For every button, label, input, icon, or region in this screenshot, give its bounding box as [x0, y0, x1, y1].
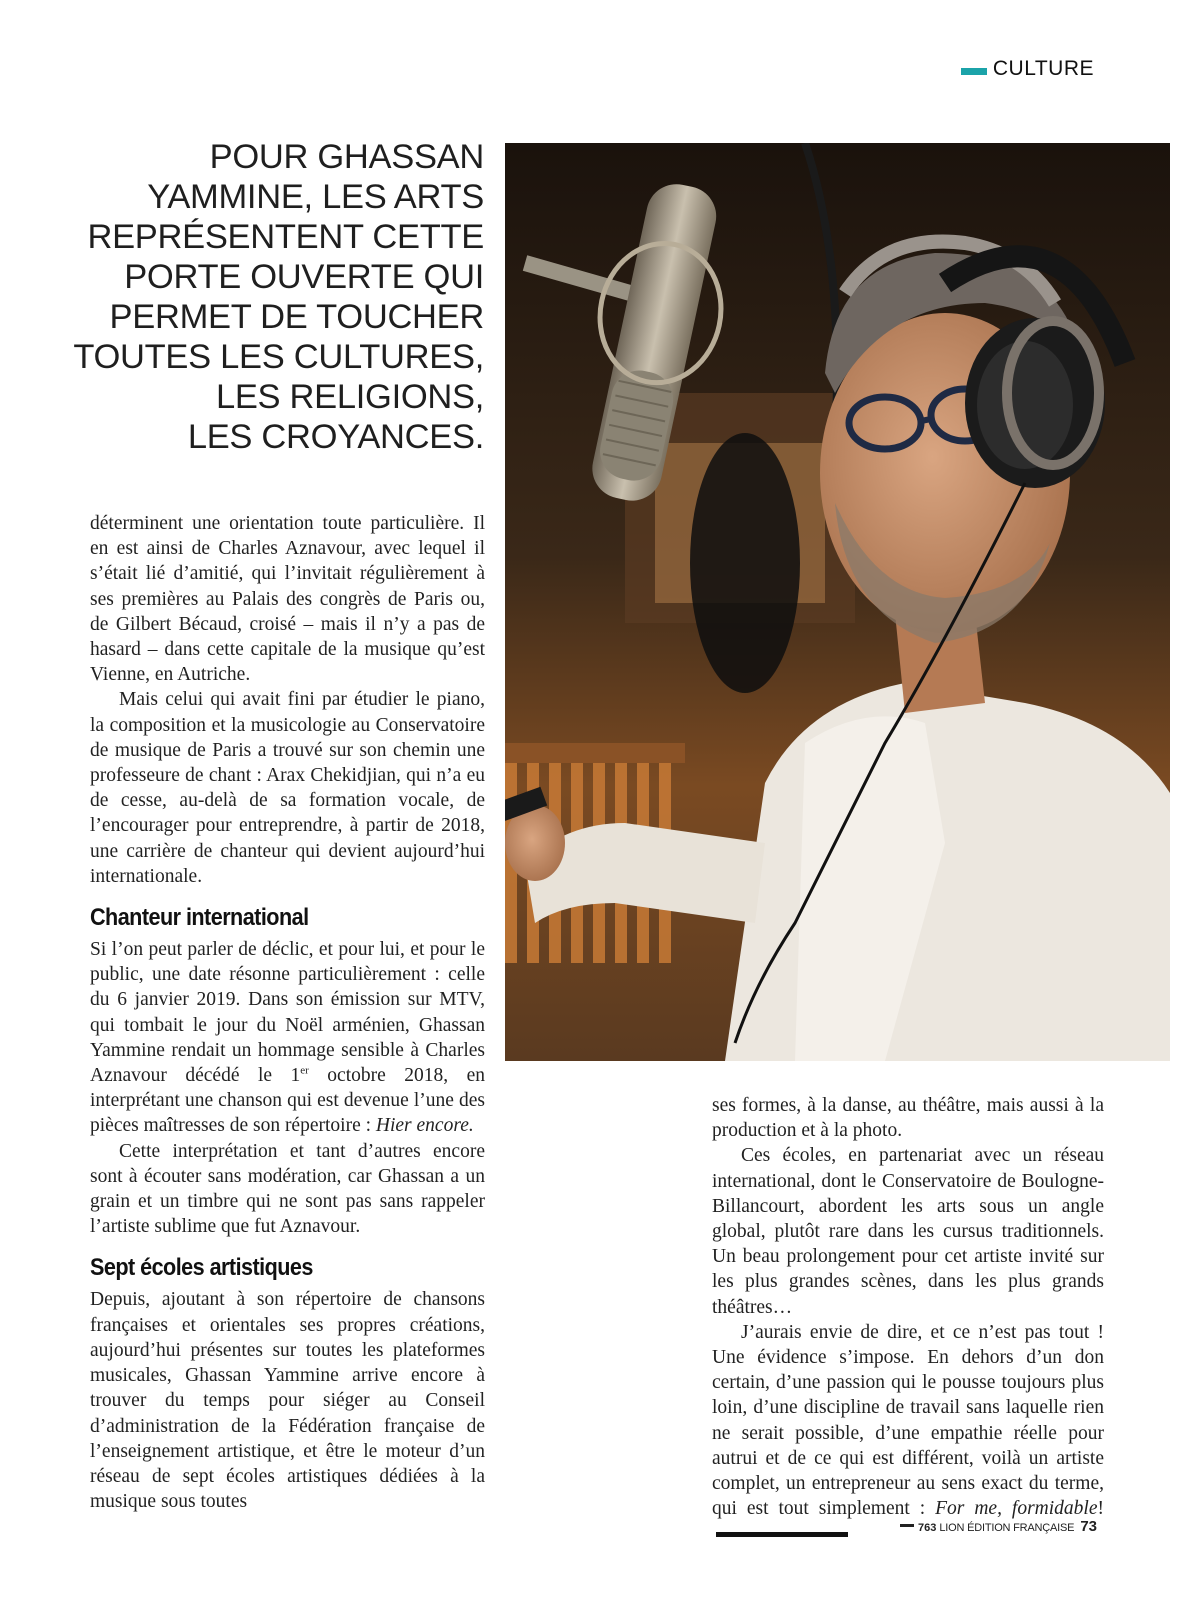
- article-paragraph: J’aurais envie de dire, et ce n’est pas tout ! Une évidence s’impose. En dehors d’un don certain, d’une passion qui le pousse toujours plus loin, d’une discipline de travail sans laquelle rien ne serait possible, d’une empathie réelle pour autrui et de ce qui est différent, voilà un artiste complet, un entrepreneur au sens exact du terme, qui est tout simplement : For me, formidable!: [712, 1320, 1104, 1547]
- subheading-chanteur-international: Chanteur international: [90, 904, 309, 932]
- article-paragraph: Si l’on peut parler de déclic, et pour lui, et pour le public, une date résonne particulièrement : celle du 6 janvier 2019. Dans son émission sur MTV, qui tombait le jour du Noël arménien, Ghassan Yammine rendait un hommage sensible à Charles Aznavour décédé le 1er octobre 2018, en interprétant une chanson qui est devenue l’une des pièces maîtresses de son répertoire : Hier encore.: [90, 939, 485, 1137]
- subheading-sept-ecoles: Sept écoles artistiques: [90, 1254, 313, 1282]
- article-paragraph: ses formes, à la danse, au théâtre, mais aussi à la production et à la photo.: [712, 1095, 1104, 1142]
- article-column-right: [712, 1093, 1104, 1547]
- pull-quote-line: POUR GHASSAN: [209, 138, 484, 176]
- pull-quote-line: PERMET DE TOUCHER: [109, 298, 484, 336]
- section-accent-bar: [961, 68, 987, 75]
- page-footer: [900, 1518, 1097, 1535]
- pull-quote-line: TOUTES LES CULTURES,: [73, 338, 484, 376]
- article-paragraph: Cette interprétation et tant d’autres encore sont à écouter sans modération, car Ghassan a un grain et un timbre qui ne sont pas sans rappeler l’artiste sublime que fut Aznavour.: [90, 1140, 485, 1238]
- article-paragraph: Mais celui qui avait fini par étudier le piano, la composition et la musicologie au Conservatoire de musique de Paris a trouvé sur son chemin une professeure de chant : Arax Chekidjian, qui n’a eu de cesse, au-delà de sa formation vocale, de l’encourager pour entreprendre, à partir de 2018, une carrière de chanteur qui devient aujourd’hui internationale.: [90, 689, 485, 887]
- singer-in-studio-photo: [505, 143, 1170, 1061]
- article-column-left: [90, 511, 485, 1514]
- magazine-name: LION ÉDITION FRANÇAISE: [939, 1522, 1075, 1534]
- pull-quote-line: PORTE OUVERTE QUI: [124, 258, 484, 296]
- section-tag: [961, 56, 1094, 82]
- pull-quote: [60, 137, 484, 457]
- article-paragraph: Depuis, ajoutant à son répertoire de chansons françaises et orientales ses propres créations, aujourd’hui présentes sur toutes les plateformes musicales, Ghassan Yammine arrive encore à trouver du temps pour siéger au Conseil d’administration de la Fédération française de l’enseignement artistique, et être le moteur d’un réseau de sept écoles artistiques dédiées à la musique sous toutes: [90, 1289, 485, 1513]
- section-label: CULTURE: [992, 57, 1094, 80]
- footer-dash: [900, 1524, 914, 1527]
- article-paragraph: déterminent une orientation toute particulière. Il en est ainsi de Charles Aznavour, avec lequel il s’était lié d’amitié, qui l’invitait régulièrement à ses premières au Palais des congrès de Paris ou, de Gilbert Bécaud, croisé – mais il n’y a pas de hasard – dans cette capitale de la musique qu’est Vienne, en Autriche.: [90, 513, 485, 686]
- article-paragraph: Ces écoles, en partenariat avec un réseau international, dont le Conservatoire de Boulogne-Billancourt, abordent les arts sous un angle global, plutôt rare dans les cursus traditionnels. Un beau prolongement pour cet artiste invité sur les plus grandes scènes, dans les plus grands théâtres…: [712, 1145, 1104, 1318]
- pull-quote-line: LES RELIGIONS,: [215, 378, 484, 416]
- issue-number: 763: [918, 1522, 937, 1534]
- page-number: 73: [1080, 1518, 1097, 1535]
- pull-quote-line: REPRÉSENTENT CETTE: [87, 218, 484, 256]
- end-of-article-rule: [716, 1532, 848, 1537]
- pull-quote-line: LES CROYANCES.: [187, 418, 484, 456]
- pull-quote-line: YAMMINE, LES ARTS: [147, 178, 484, 216]
